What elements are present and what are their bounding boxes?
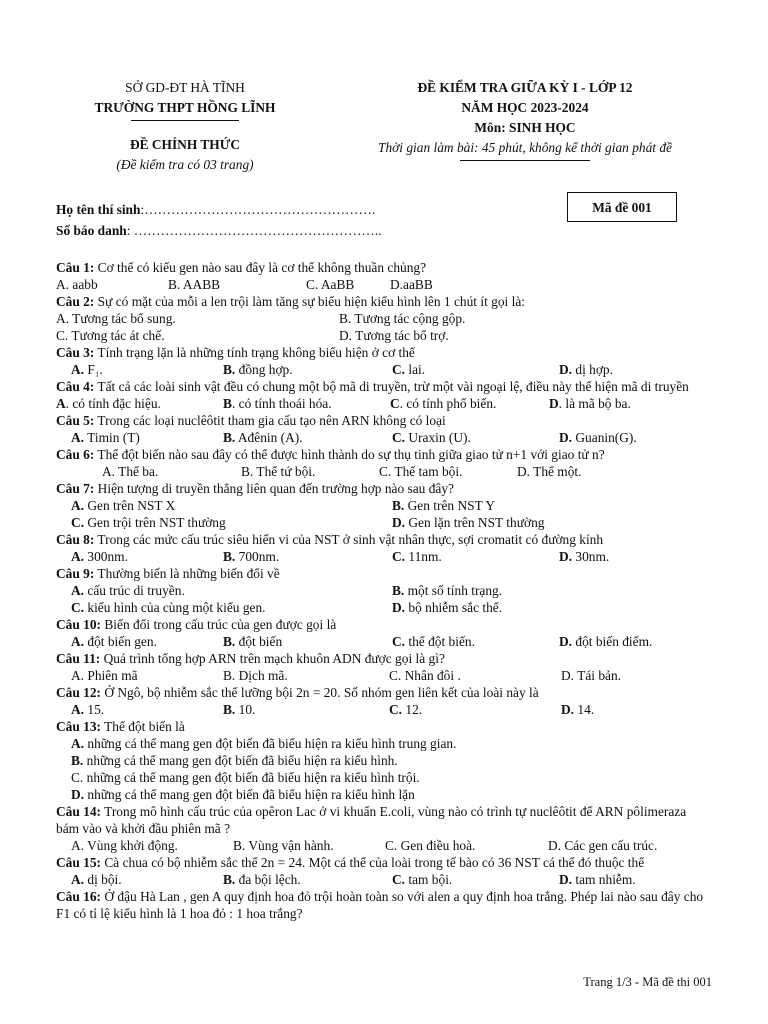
option-text: aaBB: [403, 277, 433, 292]
option-text: . có tính phổ biến.: [399, 396, 497, 411]
answer-option: [392, 871, 559, 888]
option-letter: B.: [223, 668, 236, 683]
option-text: . có tính thoái hóa.: [231, 396, 332, 411]
option-letter: C.: [71, 515, 85, 530]
answer-option: [56, 276, 168, 293]
question-number: Câu 1:: [56, 260, 95, 275]
option-letter: C.: [71, 770, 84, 785]
option-letter: A: [56, 396, 66, 411]
question: [56, 446, 712, 480]
option-text: đột biến điểm.: [572, 634, 653, 649]
option-text: Thể ba.: [115, 464, 159, 479]
answer-option: [71, 582, 392, 599]
option-letter: B.: [392, 583, 405, 598]
question-number: Câu 8:: [56, 532, 95, 547]
options-row: [56, 395, 712, 412]
answer-option: [392, 497, 495, 514]
options-row: [56, 871, 712, 888]
option-text: Nhân đôi .: [401, 668, 461, 683]
option-text: Tương tác cộng gộp.: [351, 311, 466, 326]
option-text: tam nhiễm.: [572, 872, 636, 887]
answer-option: [71, 667, 223, 684]
question: [56, 888, 712, 922]
option-letter: C.: [392, 549, 406, 564]
answer-option: [223, 429, 392, 446]
option-letter: D.: [559, 549, 573, 564]
answer-option: [389, 667, 561, 684]
question-number: Câu 15:: [56, 855, 102, 870]
options-row: [56, 633, 712, 650]
option-letter: A.: [56, 311, 70, 326]
answer-option: [71, 769, 420, 786]
option-letter: C.: [306, 277, 319, 292]
option-text: 15.: [84, 702, 105, 717]
option-text: aabb: [69, 277, 98, 292]
answer-option: [56, 327, 339, 344]
answer-option: [223, 701, 389, 718]
option-text: Guanin(G).: [572, 430, 637, 445]
answer-option: [392, 633, 559, 650]
question-stem: [56, 718, 712, 735]
answer-option: [71, 752, 398, 769]
option-letter: B.: [168, 277, 181, 292]
question-text: Trong các mức cấu trúc siêu hiển vi của NST ở sinh vật nhân thực, sợi cromatit có đường kính: [94, 532, 604, 547]
question-stem: [56, 480, 712, 497]
answer-option: [71, 837, 233, 854]
student-name-row: [56, 199, 476, 220]
option-text: Các gen cấu trúc.: [561, 838, 658, 853]
question-text: Trong các loại nuclêôtit tham gia cấu tạo nên ARN không có loại: [94, 413, 446, 428]
option-letter: A.: [71, 498, 85, 513]
option-letter: A.: [71, 583, 85, 598]
option-text: kiểu hình của cùng một kiểu gen.: [84, 600, 266, 615]
option-text: Tương tác át chế.: [68, 328, 165, 343]
answer-option: [168, 276, 306, 293]
question-number: Câu 7:: [56, 481, 95, 496]
option-text: cấu trúc di truyền.: [84, 583, 185, 598]
answer-option: [71, 735, 456, 752]
answer-option: [559, 871, 709, 888]
question-text: Cơ thể có kiểu gen nào sau đây là cơ thể không thuần chủng?: [94, 260, 427, 275]
question: [56, 718, 712, 803]
option-letter: A.: [71, 430, 85, 445]
question-text: Hiện tượng di truyền thẳng liên quan đến trường hợp nào sau đây?: [94, 481, 454, 496]
option-letter: D.: [392, 600, 406, 615]
option-letter: D.: [561, 702, 575, 717]
question-stem: [56, 259, 712, 276]
answer-option: [223, 633, 392, 650]
question-text: Ở Ngô, bộ nhiễm sắc thể lưỡng bội 2n = 20. Số nhóm gen liên kết của loài này là: [101, 685, 539, 700]
student-name-label: Họ tên thí sinh: [56, 202, 141, 217]
option-text: Tái bản.: [574, 668, 622, 683]
answer-option: [71, 497, 392, 514]
question-number: Câu 14:: [56, 804, 102, 819]
question-stem: [56, 531, 712, 548]
option-letter: B.: [223, 430, 236, 445]
option-letter: B.: [241, 464, 254, 479]
question-number: Câu 9:: [56, 566, 95, 581]
option-text: Vùng vận hành.: [245, 838, 334, 853]
question: [56, 378, 712, 412]
subject: Môn: SINH HỌC: [474, 120, 576, 135]
options-row: [56, 599, 712, 616]
option-text: lai.: [405, 362, 426, 377]
question-number: Câu 13:: [56, 719, 102, 734]
option-text: Thể tam bội.: [391, 464, 463, 479]
option-letter: C.: [71, 600, 85, 615]
question-number: Câu 4:: [56, 379, 95, 394]
answer-option: [233, 837, 385, 854]
options-row: [56, 786, 712, 803]
exam-title: ĐỀ KIỂM TRA GIỮA KỲ I - LỚP 12: [417, 80, 633, 95]
option-text: thể đột biến.: [405, 634, 475, 649]
option-letter: A.: [71, 736, 85, 751]
question: [56, 293, 712, 344]
answer-option: [549, 395, 699, 412]
option-letter: A.: [71, 549, 85, 564]
question: [56, 854, 712, 888]
answer-option: [71, 786, 415, 803]
options-row: [56, 310, 712, 327]
option-text: dị hợp.: [572, 362, 613, 377]
answer-option: [390, 276, 510, 293]
question: [56, 650, 712, 684]
options-row: [56, 701, 712, 718]
answer-option: [392, 514, 544, 531]
options-row: [56, 837, 712, 854]
answer-option: [71, 361, 223, 378]
time-note: Thời gian làm bài: 45 phút, không kể thời gian phát đề: [378, 140, 672, 155]
question-text: Cà chua có bộ nhiễm sắc thể 2n = 24. Một cá thể của loài trong tế bào có 36 NST cá thể đó thuộc thể: [101, 855, 645, 870]
question-text: Thể đột biến nào sau đây có thể được hình thành do sự thụ tinh giữa giao tử n+1 với giao tử n?: [94, 447, 605, 462]
student-name-blank: :…………………………………………….: [140, 202, 376, 217]
option-letter: A.: [71, 702, 85, 717]
options-row: [56, 769, 712, 786]
option-text: những cá thể mang gen đột biến đã biểu hiện ra kiểu hình trội.: [83, 770, 420, 785]
answer-option: [559, 633, 709, 650]
option-letter: B.: [223, 362, 236, 377]
options-row: [56, 514, 712, 531]
option-text: Gen lặn trên NST thường: [405, 515, 545, 530]
option-text: những cá thể mang gen đột biến đã biểu hiện ra kiểu hình lặn: [84, 787, 415, 802]
option-text: Gen điều hoà.: [397, 838, 476, 853]
option-letter: B.: [339, 311, 352, 326]
option-letter: A.: [71, 362, 85, 377]
option-letter: D.: [559, 872, 573, 887]
option-letter: A.: [71, 634, 85, 649]
option-letter: D.: [559, 362, 573, 377]
answer-option: [548, 837, 698, 854]
option-letter: A.: [71, 872, 85, 887]
answer-option: [559, 429, 709, 446]
pages-note: (Đề kiểm tra có 03 trang): [116, 157, 254, 172]
options-row: [56, 667, 712, 684]
option-text: Vùng khởi động.: [84, 838, 178, 853]
question-number: Câu 6:: [56, 447, 95, 462]
answer-option: [56, 310, 339, 327]
answer-option: [561, 667, 711, 684]
answer-option: [223, 667, 389, 684]
option-text: những cá thể mang gen đột biến đã biểu hiện ra kiểu hình.: [83, 753, 398, 768]
answer-option: [223, 361, 392, 378]
options-row: [56, 735, 712, 752]
answer-option: [392, 548, 559, 565]
answer-option: [392, 582, 502, 599]
answer-option: [379, 463, 517, 480]
question: [56, 565, 712, 616]
option-letter: B.: [392, 498, 405, 513]
answer-option: [339, 327, 449, 344]
department-name: SỞ GD-ĐT HÀ TĨNH: [125, 80, 245, 95]
header-right: [330, 78, 720, 161]
option-text: AABB: [180, 277, 221, 292]
question: [56, 480, 712, 531]
option-letter: C.: [385, 838, 398, 853]
exam-code-box: Mã đề 001: [567, 192, 677, 222]
option-text: Gen trên NST X: [84, 498, 176, 513]
question-number: Câu 10:: [56, 617, 102, 632]
option-letter: D.: [392, 515, 406, 530]
option-letter: A.: [71, 838, 85, 853]
question-stem: [56, 888, 712, 922]
option-text: những cá thể mang gen đột biến đã biểu hiện ra kiểu hình trung gian.: [84, 736, 457, 751]
options-row: [56, 463, 712, 480]
question: [56, 684, 712, 718]
answer-option: [71, 633, 223, 650]
student-id-blank: : ………………………………………………..: [126, 223, 382, 238]
option-letter: A.: [102, 464, 116, 479]
option-text: F₁.: [84, 362, 103, 377]
option-text: bộ nhiễm sắc thể.: [405, 600, 503, 615]
option-letter: D.: [548, 838, 562, 853]
question-list: [56, 259, 712, 922]
option-letter: B.: [71, 753, 84, 768]
option-text: 10.: [235, 702, 256, 717]
question: [56, 259, 712, 293]
option-text: tam bội.: [405, 872, 453, 887]
option-text: Phiên mã: [84, 668, 138, 683]
option-text: một số tính trạng.: [404, 583, 503, 598]
question-stem: [56, 378, 712, 395]
question: [56, 344, 712, 378]
option-letter: C.: [392, 430, 406, 445]
question-stem: [56, 565, 712, 582]
options-row: [56, 327, 712, 344]
option-letter: C.: [392, 872, 406, 887]
option-letter: C: [390, 396, 400, 411]
question-stem: [56, 650, 712, 667]
answer-option: [559, 361, 709, 378]
answer-option: [561, 701, 711, 718]
option-letter: C.: [392, 362, 406, 377]
time-underline: [460, 160, 590, 161]
answer-option: [392, 599, 502, 616]
option-letter: D.: [559, 634, 573, 649]
official-label: ĐỀ CHÍNH THỨC: [129, 137, 241, 152]
options-row: [56, 361, 712, 378]
option-text: Ađênin (A).: [235, 430, 303, 445]
question-text: Tất cả các loài sinh vật đều có chung một bộ mã di truyền, trừ một vài ngoại lệ, điều này thể hiện mã di truyền: [94, 379, 689, 394]
option-text: 700nm.: [235, 549, 280, 564]
option-text: Gen trên NST Y: [404, 498, 496, 513]
question-stem: [56, 854, 712, 871]
option-letter: B: [223, 396, 232, 411]
answer-option: [223, 871, 392, 888]
option-text: Uraxin (U).: [405, 430, 471, 445]
option-text: AaBB: [318, 277, 355, 292]
question: [56, 803, 712, 854]
option-text: đồng hợp.: [235, 362, 293, 377]
options-row: [56, 752, 712, 769]
option-text: 11nm.: [405, 549, 442, 564]
question-text: Sự có mặt của mỗi a len trội làm tăng sự biểu hiện kiểu hình lên 1 chút ít gọi là:: [94, 294, 525, 309]
answer-option: [339, 310, 465, 327]
answer-option: [71, 701, 223, 718]
question-stem: [56, 803, 712, 837]
student-id-row: [56, 220, 476, 241]
question-text: Thể đột biến là: [101, 719, 185, 734]
header-left: [70, 78, 300, 175]
option-letter: C.: [392, 634, 406, 649]
question-stem: [56, 446, 712, 463]
question: [56, 616, 712, 650]
answer-option: [223, 395, 390, 412]
question-number: Câu 11:: [56, 651, 101, 666]
answer-option: [517, 463, 637, 480]
question: [56, 531, 712, 565]
answer-option: [71, 429, 223, 446]
question-text: Biến đổi trong cấu trúc của gen được gọi là: [101, 617, 337, 632]
question-number: Câu 2:: [56, 294, 95, 309]
school-year: NĂM HỌC 2023-2024: [461, 100, 589, 115]
question-number: Câu 3:: [56, 345, 95, 360]
question-stem: [56, 684, 712, 701]
option-text: dị bội.: [84, 872, 122, 887]
page-footer: Trang 1/3 - Mã đề thi 001: [583, 975, 712, 989]
option-letter: B.: [223, 702, 236, 717]
answer-option: [390, 395, 549, 412]
option-letter: D.: [339, 328, 353, 343]
option-text: Thể tứ bội.: [253, 464, 316, 479]
option-letter: D.: [561, 668, 575, 683]
option-letter: A.: [71, 668, 85, 683]
option-text: Tương tác bổ trợ.: [352, 328, 449, 343]
option-letter: D: [549, 396, 559, 411]
school-underline: [131, 120, 239, 121]
student-info: [56, 199, 476, 241]
option-letter: D.: [517, 464, 531, 479]
option-letter: C.: [389, 702, 403, 717]
option-text: Dịch mã.: [235, 668, 288, 683]
option-letter: B.: [223, 549, 236, 564]
question-stem: [56, 412, 712, 429]
options-row: [56, 548, 712, 565]
student-id-label: Số báo danh: [56, 223, 127, 238]
answer-option: [241, 463, 379, 480]
option-letter: B.: [233, 838, 246, 853]
option-text: . là mã bộ ba.: [558, 396, 631, 411]
option-text: 12.: [402, 702, 423, 717]
option-letter: C.: [379, 464, 392, 479]
question-text: Tính trạng lặn là những tính trạng không biểu hiện ở cơ thể: [94, 345, 415, 360]
answer-option: [223, 548, 392, 565]
option-text: . có tính đặc hiệu.: [65, 396, 161, 411]
question-stem: [56, 344, 712, 361]
answer-option: [102, 463, 241, 480]
options-row: [56, 429, 712, 446]
answer-option: [392, 429, 559, 446]
option-text: Gen trội trên NST thường: [84, 515, 226, 530]
answer-option: [559, 548, 709, 565]
option-text: đa bội lệch.: [235, 872, 301, 887]
answer-option: [56, 395, 223, 412]
question-number: Câu 16:: [56, 889, 102, 904]
option-letter: D.: [559, 430, 573, 445]
question-number: Câu 12:: [56, 685, 102, 700]
answer-option: [71, 548, 223, 565]
option-letter: C.: [56, 328, 69, 343]
question-text: Quá trình tổng hợp ARN trên mạch khuôn ADN được gọi là gì?: [100, 651, 445, 666]
options-row: [56, 497, 712, 514]
question-text: Thường biến là những biến đổi về: [94, 566, 280, 581]
option-letter: C.: [389, 668, 402, 683]
option-letter: B.: [223, 634, 236, 649]
question: [56, 412, 712, 446]
option-text: đột biến: [235, 634, 283, 649]
option-text: Tương tác bổ sung.: [69, 311, 176, 326]
answer-option: [71, 599, 392, 616]
option-text: Thể một.: [530, 464, 582, 479]
answer-option: [389, 701, 561, 718]
answer-option: [71, 514, 392, 531]
answer-option: [392, 361, 559, 378]
option-text: 300nm.: [84, 549, 128, 564]
answer-option: [306, 276, 390, 293]
option-letter: D.: [390, 277, 404, 292]
answer-option: [71, 871, 223, 888]
option-letter: D.: [71, 787, 85, 802]
answer-option: [385, 837, 548, 854]
options-row: [56, 582, 712, 599]
question-text: Ở đậu Hà Lan , gen A quy định hoa đỏ trội hoàn toàn so với alen a quy định hoa trắng. Phép lai nào sau đây cho F1 có tỉ lệ kiểu hình là 1 hoa đỏ : 1 hoa trắng?: [56, 889, 704, 921]
option-letter: A.: [56, 277, 70, 292]
option-text: 14.: [574, 702, 595, 717]
option-text: đột biến gen.: [84, 634, 157, 649]
options-row: [56, 276, 712, 293]
question-number: Câu 5:: [56, 413, 95, 428]
question-stem: [56, 293, 712, 310]
question-text: Trong mô hình cấu trúc của opêron Lac ở vi khuẩn E.coli, vùng nào có trình tự nuclêôtit để ARN pôlimeraza bám vào và khởi đầu phiên mã ?: [56, 804, 687, 836]
school-name: TRƯỜNG THPT HỒNG LĨNH: [94, 100, 276, 115]
question-stem: [56, 616, 712, 633]
option-text: 30nm.: [572, 549, 610, 564]
option-letter: B.: [223, 872, 236, 887]
option-text: Timin (T): [84, 430, 140, 445]
